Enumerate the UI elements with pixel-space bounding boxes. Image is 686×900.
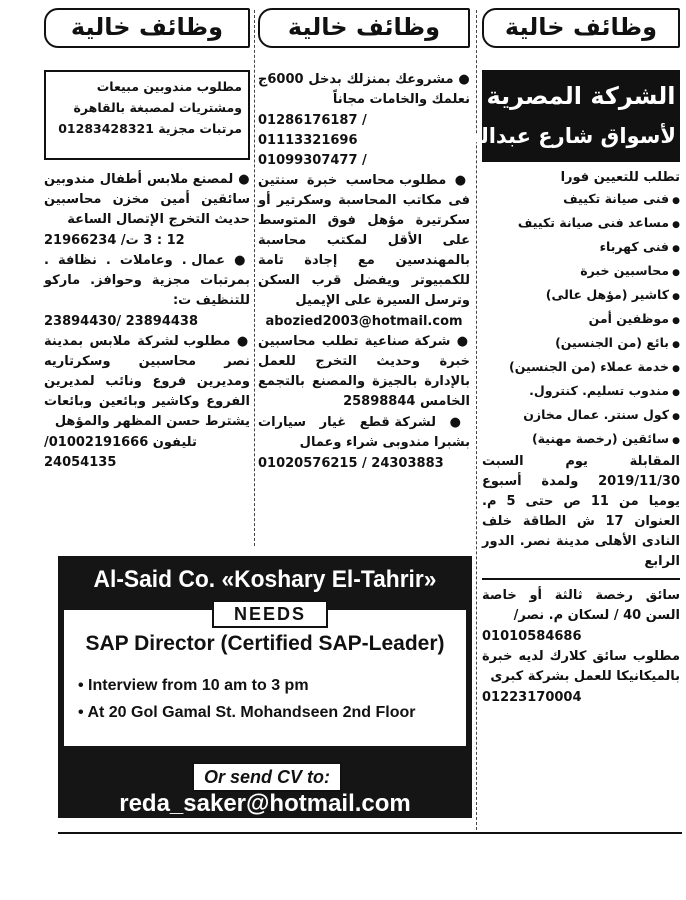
classified-ad: ● مشروعك بمنزلك بدخل 6000ج نعلمك والخامات مجاناً 01286176187 / 01113321696 01099307477 / <box>258 72 470 168</box>
classified-ad: ● مطلوب محاسب خبرة سنتين فى مكاتب المحاسبة وسكرتير أو سكرتيرة مؤهل فوق المتوسط على الأقل لمكتب محاسبة بالمهندسين مع إجادة تامة للكمبيوتر ويفضل قرب السكن وترسل السيرة على الإيميل abozied2003@hotmail.com <box>258 173 470 329</box>
list-item: ● مساعد فنى صيانة تكييف <box>482 212 680 236</box>
classified-ad: ● شركة صناعية تطلب محاسبين خبرة وحديث التخرج للعمل بالإدارة بالجيزة والمصنع بالتجمع الخامس 25898844 <box>258 334 470 409</box>
classified-ad: سائق رخصة ثالثة أو خاصة السن 40 / لسكان م. نصر/ 01010584686 مطلوب سائق كلارك لديه خبرة بالميكانيكا للعمل بشركة كبرى 01223170004 <box>482 588 680 705</box>
classified-ad: ● عمال . وعاملات . نظافة . بمرتبات مجزية وحوافز. ماركو للتنظيف ت: 23894430/ 23894438 <box>44 253 250 329</box>
list-item: ● فنى كهرباء <box>482 236 680 260</box>
list-item: • Interview from 10 am to 3 pm <box>78 672 416 699</box>
company-banner: الشركة المصرية لأسواق شارع عبدالعزيز <box>482 70 680 162</box>
list-item: ● فنى صيانة تكييف <box>482 188 680 212</box>
list-item: ● كاشير (مؤهل عالى) <box>482 284 680 308</box>
display-ad <box>58 556 472 818</box>
bottom-rule <box>58 832 682 834</box>
contact-email: reda_saker@hotmail.com <box>119 790 411 817</box>
company-intro: تطلب للتعيين فورا <box>560 170 680 185</box>
section-header-middle: وظائف خالية <box>258 8 470 48</box>
list-item: ● موظفين أمن <box>482 308 680 332</box>
classified-ad: ● لشركة قطع غيار سيارات بشبرا مندوبى شراء وعمال 01020576215 / 24303883 <box>258 415 470 471</box>
list-item: ● كول سنتر. عمال مخازن <box>482 404 680 428</box>
needs-label: NEEDS <box>212 600 328 628</box>
list-item: ● محاسبين خبرة <box>482 260 680 284</box>
ad-content-panel <box>64 604 466 746</box>
middle-column <box>258 8 470 474</box>
list-item: ● سائقين (رخصة مهنية) <box>482 428 680 452</box>
list-item: ● بائع (من الجنسين) <box>482 332 680 356</box>
interview-details: المقابلة يوم السبت 2019/11/30 ولمدة أسبوع يوميا من 11 ص حتى 5 م. العنوان 17 ش الطاقة خلف النادى الأهلى مدينة نصر. الدور الرابع <box>482 454 681 569</box>
left-column <box>44 8 250 473</box>
list-item: • At 20 Gol Gamal St. Mohandseen 2nd Floor <box>78 699 416 726</box>
position-title: SAP Director (Certified SAP-Leader) <box>85 632 445 655</box>
right-column <box>434 8 681 708</box>
classified-ad: ● لمصنع ملابس أطفال مندوبين سائقين أمين مخزن محاسبين حديث التخرج الإتصال الساعة 12 : 3 ت/ 21966234 <box>44 172 250 248</box>
divider <box>482 578 680 580</box>
list-item: ● مندوب تسليم. كنترول. <box>482 380 680 404</box>
ad-details <box>78 672 416 726</box>
job-list <box>482 188 680 452</box>
boxed-ad: مطلوب مندوبين مبيعات ومشتريات لمصبغة بالقاهرة مرتبات مجزية 01283428321 <box>44 70 250 160</box>
send-cv-label: Or send CV to: <box>192 762 342 792</box>
column-divider-left <box>254 10 255 546</box>
section-header-right: وظائف خالية <box>482 8 680 48</box>
list-item: ● خدمة عملاء (من الجنسين) <box>482 356 680 380</box>
section-header-left: وظائف خالية <box>44 8 250 48</box>
classified-ad: ● مطلوب لشركة ملابس بمدينة نصر محاسبين وسكرتاريه ومديرين فروع ونائب لمديرين الفروع وكاشير وبائعين وبائعات يشترط حسن المظهر والمؤهل تليفون 01002191666/ 24054135 <box>44 334 250 470</box>
ad-title: Al-Said Co. «Koshary El-Tahrir» <box>93 566 437 593</box>
